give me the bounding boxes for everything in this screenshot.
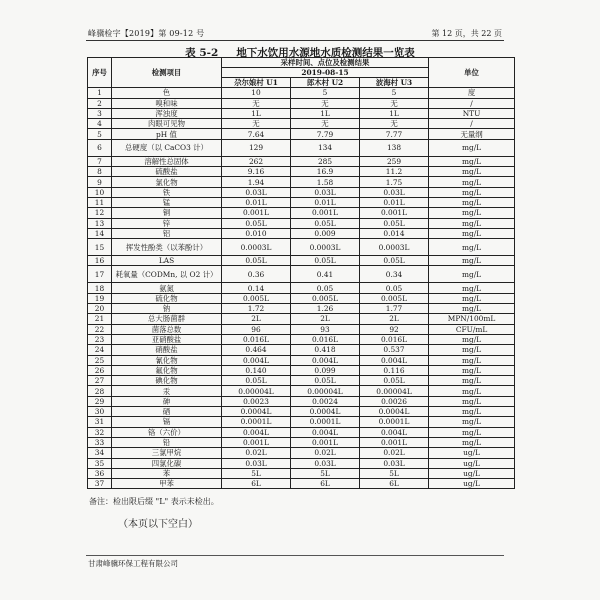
- row-value-u2: 0.00004L: [291, 386, 360, 396]
- row-value-u2: 1.26: [291, 304, 360, 314]
- table-row: [88, 208, 515, 218]
- row-value-u2: 0.016L: [291, 334, 360, 344]
- row-value-u2: 0.0004L: [291, 407, 360, 417]
- header-rule: [86, 40, 504, 41]
- table-row: [88, 396, 515, 406]
- row-value-u1: 0.004L: [222, 427, 291, 437]
- row-item: 苯: [112, 468, 222, 478]
- row-value-u1: 7.64: [222, 129, 291, 139]
- row-item: 挥发性酚类（以苯酚计）: [112, 239, 222, 256]
- table-row: [88, 119, 515, 129]
- row-value-u1: 0.001L: [222, 437, 291, 447]
- table-row: [88, 468, 515, 478]
- row-number: 8: [88, 167, 112, 177]
- row-value-u1: 5L: [222, 468, 291, 478]
- table-row: [88, 266, 515, 283]
- table-row: [88, 283, 515, 293]
- row-number: 2: [88, 98, 112, 108]
- row-unit: mg/L: [429, 266, 515, 283]
- table-row: [88, 129, 515, 139]
- table-row: [88, 417, 515, 427]
- row-item: 铝: [112, 228, 222, 238]
- row-value-u2: 0.0003L: [291, 239, 360, 256]
- row-unit: ug/L: [429, 458, 515, 468]
- row-value-u3: 0.016L: [360, 334, 429, 344]
- row-value-u1: 1.94: [222, 177, 291, 187]
- row-unit: mg/L: [429, 417, 515, 427]
- row-item: 亚硝酸盐: [112, 334, 222, 344]
- row-value-u3: 2L: [360, 314, 429, 324]
- row-item: 铅: [112, 437, 222, 447]
- table-row: [88, 314, 515, 324]
- row-value-u2: 0.03L: [291, 187, 360, 197]
- row-number: 21: [88, 314, 112, 324]
- row-item: 硫化物: [112, 293, 222, 303]
- row-unit: mg/L: [429, 197, 515, 207]
- row-item: 色: [112, 88, 222, 98]
- row-value-u1: 0.0003L: [222, 239, 291, 256]
- row-unit: mg/L: [429, 256, 515, 266]
- header-date: 2019-08-15: [222, 68, 429, 78]
- row-unit: mg/L: [429, 427, 515, 437]
- page-info: 第 12 页，共 22 页: [431, 29, 502, 38]
- row-unit: ug/L: [429, 468, 515, 478]
- row-value-u2: 16.9: [291, 167, 360, 177]
- table-label: 表 5-2: [185, 47, 219, 59]
- row-number: 18: [88, 283, 112, 293]
- row-item: 铬（六价）: [112, 427, 222, 437]
- row-number: 28: [88, 386, 112, 396]
- row-unit: mg/L: [429, 283, 515, 293]
- table-row: [88, 365, 515, 375]
- row-value-u3: 0.0004L: [360, 407, 429, 417]
- row-value-u3: 无: [360, 119, 429, 129]
- row-unit: mg/L: [429, 304, 515, 314]
- row-item: 氯化物: [112, 177, 222, 187]
- row-unit: mg/L: [429, 218, 515, 228]
- row-unit: mg/L: [429, 334, 515, 344]
- table-row: [88, 427, 515, 437]
- row-value-u2: 0.02L: [291, 448, 360, 458]
- row-number: 16: [88, 256, 112, 266]
- row-value-u3: 0.05L: [360, 256, 429, 266]
- row-item: 总硬度（以 CaCO3 计）: [112, 139, 222, 156]
- row-item: pH 值: [112, 129, 222, 139]
- row-value-u2: 2L: [291, 314, 360, 324]
- row-value-u2: 0.41: [291, 266, 360, 283]
- row-value-u1: 0.005L: [222, 293, 291, 303]
- row-number: 17: [88, 266, 112, 283]
- row-unit: mg/L: [429, 239, 515, 256]
- row-item: 甲苯: [112, 479, 222, 489]
- row-value-u2: 0.009: [291, 228, 360, 238]
- row-value-u3: 0.05L: [360, 218, 429, 228]
- row-item: 总大肠菌群: [112, 314, 222, 324]
- row-value-u2: 0.05: [291, 283, 360, 293]
- table-row: [88, 458, 515, 468]
- row-item: 嗅和味: [112, 98, 222, 108]
- row-value-u1: 0.02L: [222, 448, 291, 458]
- table-row: [88, 376, 515, 386]
- row-unit: mg/L: [429, 208, 515, 218]
- row-value-u3: 1.75: [360, 177, 429, 187]
- row-value-u2: 0.0024: [291, 396, 360, 406]
- table-row: [88, 407, 515, 417]
- row-number: 6: [88, 139, 112, 156]
- row-value-u2: 0.01L: [291, 197, 360, 207]
- row-unit: mg/L: [429, 376, 515, 386]
- row-value-u2: 6L: [291, 479, 360, 489]
- row-value-u2: 285: [291, 156, 360, 166]
- row-value-u2: 0.05L: [291, 376, 360, 386]
- row-value-u2: 0.004L: [291, 427, 360, 437]
- row-number: 36: [88, 468, 112, 478]
- row-value-u1: 129: [222, 139, 291, 156]
- row-value-u2: 5: [291, 88, 360, 98]
- row-value-u1: 0.05L: [222, 218, 291, 228]
- table-row: [88, 256, 515, 266]
- table-row: [88, 98, 515, 108]
- row-item: 硒: [112, 407, 222, 417]
- table-row: [88, 88, 515, 98]
- row-item: 锌: [112, 218, 222, 228]
- row-unit: mg/L: [429, 293, 515, 303]
- table-row: [88, 156, 515, 166]
- row-value-u1: 0.03L: [222, 458, 291, 468]
- row-value-u3: 11.2: [360, 167, 429, 177]
- row-number: 23: [88, 334, 112, 344]
- report-number: 峰骥检字【2019】第 09-12 号: [88, 29, 205, 38]
- row-number: 31: [88, 417, 112, 427]
- row-value-u3: 0.34: [360, 266, 429, 283]
- row-item: 镉: [112, 417, 222, 427]
- row-unit: 无量纲: [429, 129, 515, 139]
- row-number: 37: [88, 479, 112, 489]
- row-item: LAS: [112, 256, 222, 266]
- row-value-u1: 2L: [222, 314, 291, 324]
- row-value-u2: 5L: [291, 468, 360, 478]
- row-item: 钠: [112, 304, 222, 314]
- row-value-u2: 0.001L: [291, 437, 360, 447]
- row-unit: mg/L: [429, 177, 515, 187]
- table-row: [88, 437, 515, 447]
- row-value-u1: 0.0023: [222, 396, 291, 406]
- row-value-u1: 1L: [222, 108, 291, 118]
- row-value-u1: 0.004L: [222, 355, 291, 365]
- row-value-u1: 0.36: [222, 266, 291, 283]
- row-item: 铁: [112, 187, 222, 197]
- row-unit: mg/L: [429, 345, 515, 355]
- row-value-u3: 0.537: [360, 345, 429, 355]
- row-number: 7: [88, 156, 112, 166]
- row-value-u3: 0.02L: [360, 448, 429, 458]
- row-value-u1: 0.03L: [222, 187, 291, 197]
- row-value-u1: 262: [222, 156, 291, 166]
- row-value-u1: 1.72: [222, 304, 291, 314]
- row-number: 4: [88, 119, 112, 129]
- row-value-u1: 0.016L: [222, 334, 291, 344]
- row-value-u3: 0.05L: [360, 376, 429, 386]
- row-unit: mg/L: [429, 355, 515, 365]
- row-value-u3: 5L: [360, 468, 429, 478]
- row-value-u3: 0.03L: [360, 458, 429, 468]
- row-value-u1: 0.464: [222, 345, 291, 355]
- row-value-u3: 0.01L: [360, 197, 429, 207]
- row-number: 10: [88, 187, 112, 197]
- header-unit: 单位: [429, 58, 515, 88]
- row-item: 菌落总数: [112, 324, 222, 334]
- table-row: [88, 479, 515, 489]
- row-value-u3: 259: [360, 156, 429, 166]
- row-value-u2: 93: [291, 324, 360, 334]
- row-number: 25: [88, 355, 112, 365]
- header-site-3: 波海村 U3: [360, 78, 429, 88]
- row-value-u1: 0.01L: [222, 197, 291, 207]
- row-value-u3: 0.001L: [360, 208, 429, 218]
- row-number: 11: [88, 197, 112, 207]
- row-number: 20: [88, 304, 112, 314]
- row-unit: mg/L: [429, 386, 515, 396]
- row-number: 12: [88, 208, 112, 218]
- footer-rule: [86, 555, 504, 556]
- table-row: [88, 177, 515, 187]
- row-number: 13: [88, 218, 112, 228]
- row-value-u2: 0.05L: [291, 218, 360, 228]
- row-item: 砷: [112, 396, 222, 406]
- row-value-u3: 0.00004L: [360, 386, 429, 396]
- row-value-u3: 92: [360, 324, 429, 334]
- row-value-u3: 0.05: [360, 283, 429, 293]
- row-value-u1: 0.010: [222, 228, 291, 238]
- row-value-u2: 无: [291, 98, 360, 108]
- row-value-u2: 7.79: [291, 129, 360, 139]
- row-value-u3: 0.001L: [360, 437, 429, 447]
- row-item: 耗氧量（CODMn, 以 O2 计）: [112, 266, 222, 283]
- row-value-u3: 0.0003L: [360, 239, 429, 256]
- row-number: 34: [88, 448, 112, 458]
- row-value-u2: 0.418: [291, 345, 360, 355]
- header-group: 采样时间、点位及检测结果: [222, 58, 429, 68]
- row-number: 9: [88, 177, 112, 187]
- row-item: 肉眼可见物: [112, 119, 222, 129]
- row-value-u2: 0.0001L: [291, 417, 360, 427]
- row-value-u2: 0.099: [291, 365, 360, 375]
- row-item: 汞: [112, 386, 222, 396]
- table-row: [88, 197, 515, 207]
- row-value-u2: 1.58: [291, 177, 360, 187]
- row-unit: CFU/mL: [429, 324, 515, 334]
- table-row: [88, 386, 515, 396]
- row-unit: mg/L: [429, 187, 515, 197]
- blank-notice: （本页以下空白）: [118, 519, 198, 530]
- table-body: [88, 88, 515, 489]
- table-title: 地下水饮用水源地水质检测结果一览表: [236, 47, 415, 59]
- table-row: [88, 334, 515, 344]
- row-value-u1: 10: [222, 88, 291, 98]
- row-value-u3: 1.77: [360, 304, 429, 314]
- row-value-u3: 0.005L: [360, 293, 429, 303]
- row-value-u1: 9.16: [222, 167, 291, 177]
- row-unit: mg/L: [429, 396, 515, 406]
- row-item: 氨氮: [112, 283, 222, 293]
- table-note: 备注：检出限后缀 "L" 表示未检出。: [89, 497, 219, 506]
- row-item: 四氯化碳: [112, 458, 222, 468]
- row-unit: ug/L: [429, 448, 515, 458]
- row-item: 硫酸盐: [112, 167, 222, 177]
- row-value-u2: 0.05L: [291, 256, 360, 266]
- row-unit: ug/L: [429, 479, 515, 489]
- row-unit: MPN/100mL: [429, 314, 515, 324]
- row-unit: mg/L: [429, 365, 515, 375]
- row-unit: mg/L: [429, 167, 515, 177]
- table-row: [88, 187, 515, 197]
- row-value-u3: 7.77: [360, 129, 429, 139]
- row-item: 氰化物: [112, 355, 222, 365]
- row-value-u3: 0.116: [360, 365, 429, 375]
- row-number: 35: [88, 458, 112, 468]
- row-value-u1: 0.05L: [222, 256, 291, 266]
- row-number: 29: [88, 396, 112, 406]
- table-row: [88, 228, 515, 238]
- row-value-u2: 1L: [291, 108, 360, 118]
- table-row: [88, 345, 515, 355]
- table-row: [88, 304, 515, 314]
- row-value-u1: 0.05L: [222, 376, 291, 386]
- row-value-u1: 无: [222, 119, 291, 129]
- row-value-u3: 5: [360, 88, 429, 98]
- row-number: 26: [88, 365, 112, 375]
- row-value-u2: 无: [291, 119, 360, 129]
- row-value-u3: 0.03L: [360, 187, 429, 197]
- row-number: 24: [88, 345, 112, 355]
- header-site-1: 尕尔娘村 U1: [222, 78, 291, 88]
- row-item: 碘化物: [112, 376, 222, 386]
- row-unit: /: [429, 98, 515, 108]
- row-value-u1: 0.001L: [222, 208, 291, 218]
- row-value-u1: 96: [222, 324, 291, 334]
- row-value-u3: 0.014: [360, 228, 429, 238]
- row-value-u3: 0.004L: [360, 355, 429, 365]
- row-unit: mg/L: [429, 139, 515, 156]
- row-item: 铜: [112, 208, 222, 218]
- table-row: [88, 139, 515, 156]
- table-row: [88, 108, 515, 118]
- table-row: [88, 218, 515, 228]
- row-number: 27: [88, 376, 112, 386]
- table-row: [88, 355, 515, 365]
- row-value-u2: 134: [291, 139, 360, 156]
- row-number: 30: [88, 407, 112, 417]
- table-row: [88, 239, 515, 256]
- table-row: [88, 448, 515, 458]
- results-table: [87, 57, 515, 489]
- row-unit: mg/L: [429, 228, 515, 238]
- row-unit: mg/L: [429, 407, 515, 417]
- row-value-u3: 0.0026: [360, 396, 429, 406]
- row-number: 19: [88, 293, 112, 303]
- row-number: 14: [88, 228, 112, 238]
- row-value-u2: 0.001L: [291, 208, 360, 218]
- row-value-u2: 0.005L: [291, 293, 360, 303]
- table-row: [88, 167, 515, 177]
- row-number: 22: [88, 324, 112, 334]
- row-number: 3: [88, 108, 112, 118]
- header-item: 检测项目: [112, 58, 222, 88]
- row-unit: mg/L: [429, 156, 515, 166]
- row-item: 三氯甲烷: [112, 448, 222, 458]
- row-unit: NTU: [429, 108, 515, 118]
- company-footer: 甘肃峰骥环保工程有限公司: [88, 559, 178, 568]
- row-item: 氟化物: [112, 365, 222, 375]
- header-site-2: 郎木村 U2: [291, 78, 360, 88]
- row-unit: mg/L: [429, 437, 515, 447]
- header-no: 序号: [88, 58, 112, 88]
- row-number: 32: [88, 427, 112, 437]
- row-item: 浑浊度: [112, 108, 222, 118]
- row-value-u3: 无: [360, 98, 429, 108]
- row-value-u1: 0.14: [222, 283, 291, 293]
- row-number: 1: [88, 88, 112, 98]
- row-number: 15: [88, 239, 112, 256]
- row-value-u1: 0.00004L: [222, 386, 291, 396]
- row-value-u2: 0.004L: [291, 355, 360, 365]
- row-number: 33: [88, 437, 112, 447]
- row-value-u1: 0.0004L: [222, 407, 291, 417]
- row-value-u1: 6L: [222, 479, 291, 489]
- row-value-u3: 6L: [360, 479, 429, 489]
- table-row: [88, 293, 515, 303]
- row-value-u2: 0.03L: [291, 458, 360, 468]
- row-number: 5: [88, 129, 112, 139]
- row-item: 硝酸盐: [112, 345, 222, 355]
- row-value-u3: 0.0001L: [360, 417, 429, 427]
- row-item: 锰: [112, 197, 222, 207]
- row-value-u3: 138: [360, 139, 429, 156]
- row-item: 溶解性总固体: [112, 156, 222, 166]
- row-unit: 度: [429, 88, 515, 98]
- row-unit: /: [429, 119, 515, 129]
- row-value-u3: 0.004L: [360, 427, 429, 437]
- row-value-u1: 无: [222, 98, 291, 108]
- row-value-u3: 1L: [360, 108, 429, 118]
- row-value-u1: 0.0001L: [222, 417, 291, 427]
- row-value-u1: 0.140: [222, 365, 291, 375]
- table-row: [88, 324, 515, 334]
